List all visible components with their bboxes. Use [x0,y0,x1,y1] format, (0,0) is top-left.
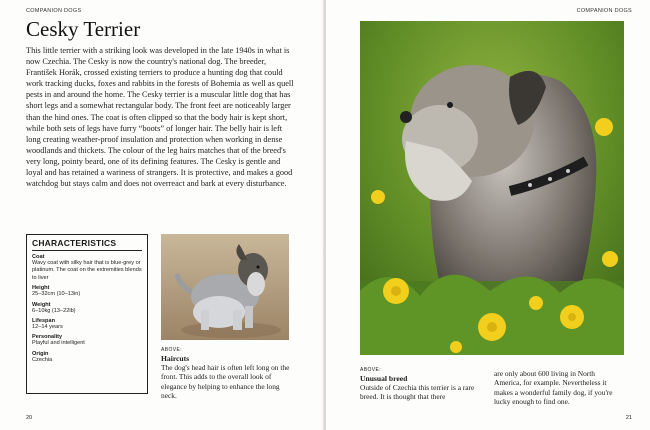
caption-unusual-breed-continued [494,369,622,407]
char-item-height [32,285,142,298]
char-value: Czechia [32,356,53,363]
running-head-right: COMPANION DOGS [576,8,632,14]
dog-photo-large [360,21,624,355]
char-item-personality [32,334,142,347]
char-value: 12–14 years [32,324,63,331]
char-value: Wavy coat with silky hair that is blue-grey or platinum. The coat on the extremities blends to liver [32,260,142,281]
char-value: Playful and intelligent [32,340,85,347]
char-item-origin [32,351,142,364]
caption-text: The dog's head hair is often left long on the front. This adds to the overall look of elegance by helping to enhance the long neck. [161,363,290,401]
caption-above-label: ABOVE: [161,347,183,353]
dog-photo-large-image [360,21,624,355]
caption-title: Unusual breed [360,374,408,383]
caption-above-label: ABOVE: [360,367,382,373]
running-head-left: COMPANION DOGS [26,8,82,14]
dog-photo-small-image [161,234,289,340]
caption-text: Outside of Czechia this terrier is a rare breed. It is thought that there [360,383,475,402]
left-page [0,0,324,430]
char-label: Personality [32,334,63,341]
char-label: Weight [32,301,51,308]
page-number-left: 20 [26,415,33,421]
caption-text-continued: are only about 600 living in North America, for example. Nevertheless it makes a wonderful family dog, if you're lucky enough to find one. [494,369,613,407]
char-item-lifespan [32,318,142,331]
char-label: Lifespan [32,318,56,325]
char-value: 25–32cm (10–13in) [32,291,81,298]
char-label: Coat [32,254,45,260]
characteristics-box [26,234,148,394]
char-item-coat [32,254,142,282]
body-text: This little terrier with a striking look was developed in the late 1940s in what is now Czechia. The Cesky is now the country's national dog. The breeder, František Horák, crossed existing terriers to produce a hunting dog that could work tracking ducks, foxes and rabbits in the forests of Bohemia as well as quell pests in and around the home. The Cesky terrier is a muscular little dog that has short legs and a somewhat rectangular body. The front feet are noticeably larger than the hind ones. The coat is often clipped so that the body hair is kept short, while both sets of legs have furry “boots” of longer hair. The belly hair is left long creating weather-proof insulation and protection when working in dense woodlands and thickets. The colour of the leg hairs matches that of the breed's very long, pointy beard, one of its defining features. The Cesky is gentle and loyal and has retained a wariness of strangers. It is protective, and makes a good watchdog but stays calm and does not overreact and bark at every disturbance. [26,46,294,189]
page-title: Cesky Terrier [26,17,141,41]
page-number-right: 21 [625,415,632,421]
char-label: Origin [32,350,49,357]
caption-unusual-breed [360,367,484,402]
caption-haircuts [161,347,291,401]
caption-title: Haircuts [161,354,190,363]
char-value: 6–10kg (13–22lb) [32,307,76,314]
char-label: Height [32,285,50,292]
characteristics-title: CHARACTERISTICS [32,238,142,251]
dog-photo-small [161,234,289,340]
right-page [326,0,650,430]
char-item-weight [32,302,142,315]
